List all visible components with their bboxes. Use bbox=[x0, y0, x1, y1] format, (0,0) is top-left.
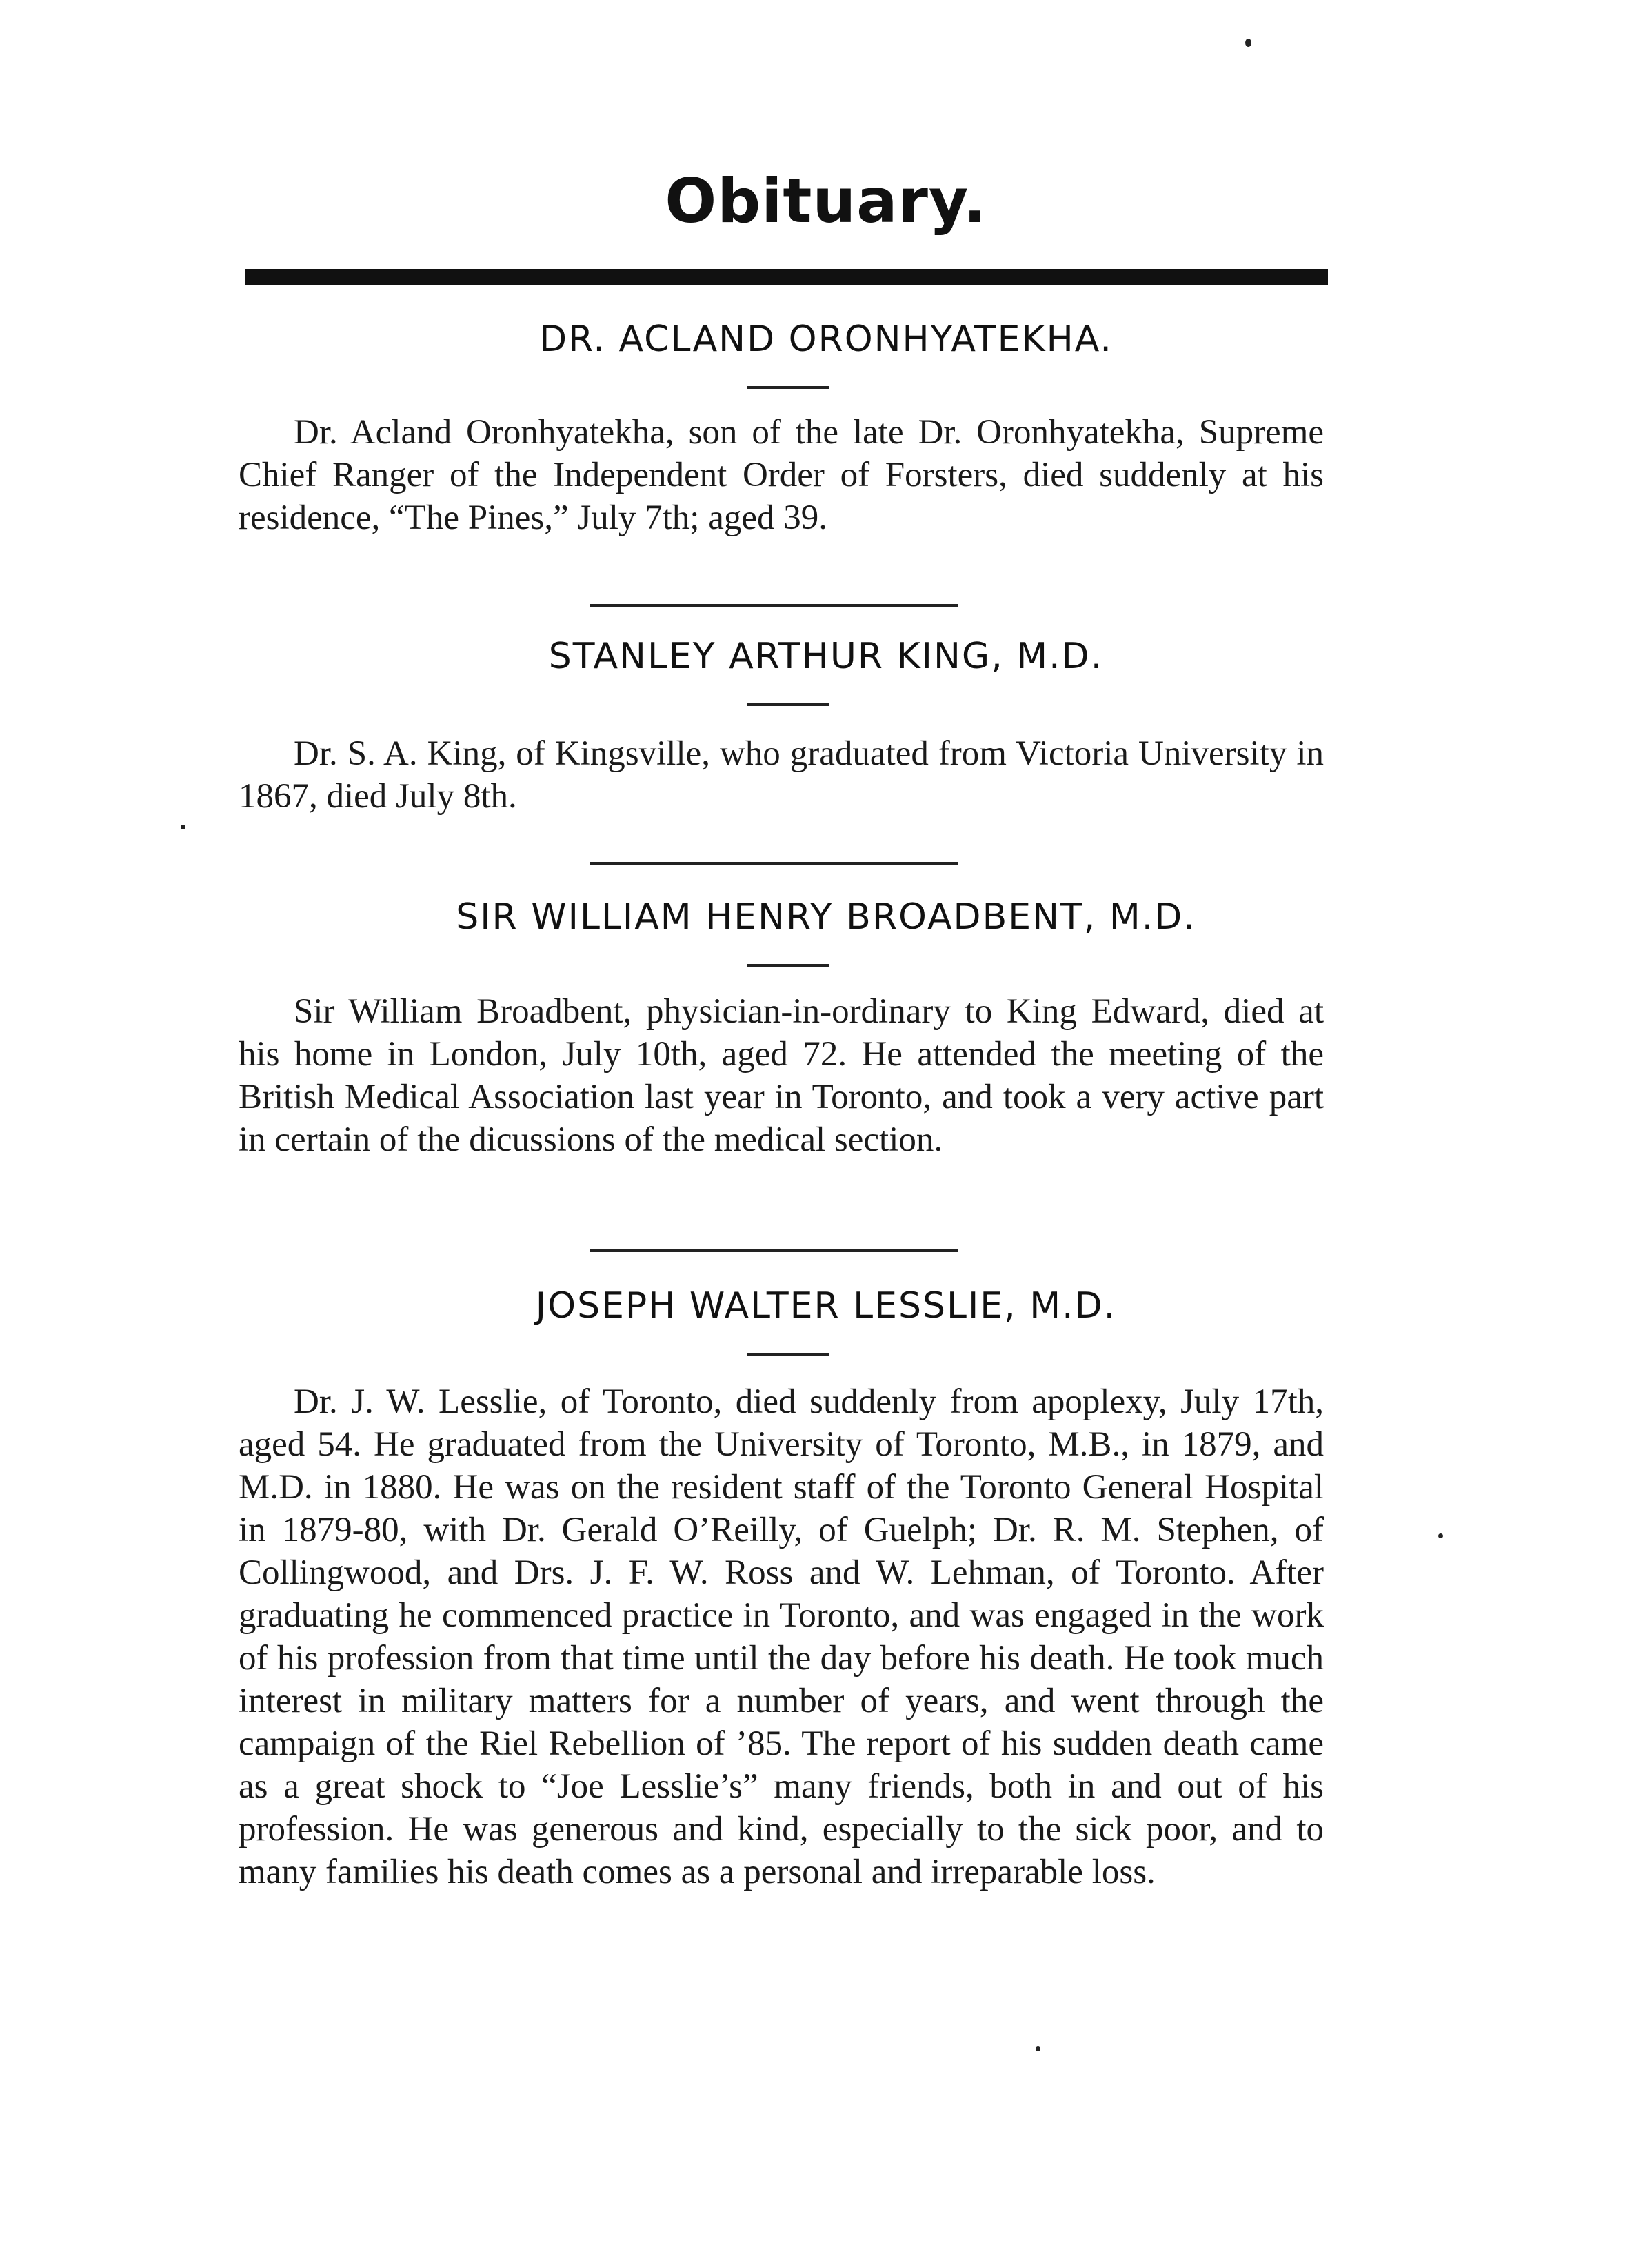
heading-divider bbox=[747, 386, 829, 389]
obituary-text: Dr. Acland Oronhyatekha, son of the late Dr. Oronhyatekha, Supreme Chief Ranger of the Independent Order of Forsters, died suddenly at his residence, “The Pines,” July 7th; aged 39. bbox=[239, 413, 1324, 537]
heading-divider bbox=[747, 964, 829, 967]
ink-speck bbox=[1438, 1533, 1443, 1538]
heading-divider bbox=[747, 1353, 829, 1356]
ink-speck bbox=[1036, 2046, 1040, 2051]
obituary-heading: STANLEY ARTHUR KING, M.D. bbox=[548, 636, 1104, 677]
section-divider bbox=[590, 1249, 958, 1252]
page-title: Obituary. bbox=[665, 165, 987, 236]
heading-divider bbox=[747, 703, 829, 706]
ink-speck bbox=[181, 825, 185, 829]
obituary-text: Dr. S. A. King, of Kingsville, who graduated from Victoria University in 1867, died July 8th. bbox=[239, 734, 1324, 816]
section-divider bbox=[590, 862, 958, 865]
obituary-text: Dr. J. W. Lesslie, of Toronto, died suddenly from apoplexy, July 17th, aged 54. He graduated from the University of Toronto, M.B., in 1879, and M.D. in 1880. He was on the resident staff of the Toronto General Hospital in 1879-80, with Dr. Gerald O’Reilly, of Guelph; Dr. R. M. Stephen, of Collingwood, and Drs. J. F. W. Ross and W. Lehman, of Toronto. After graduating he commenced practice in Toronto, and was engaged in the work of his profession from that time until the day before his death. He took much interest in military matters for a number of years, and went through the campaign of the Riel Rebellion of ’85. The report of his sudden death came as a great shock to “Joe Lesslie’s” many friends, both in and out of his profession. He was generous and kind, especially to the sick poor, and to many families his death comes as a personal and irreparable loss. bbox=[239, 1382, 1324, 1891]
ink-speck bbox=[1245, 39, 1251, 47]
obituary-heading: SIR WILLIAM HENRY BROADBENT, M.D. bbox=[456, 896, 1196, 938]
obituary-heading: DR. ACLAND ORONHYATEKHA. bbox=[539, 319, 1113, 360]
section-divider bbox=[590, 604, 958, 607]
title-rule bbox=[245, 269, 1328, 285]
obituary-heading: JOSEPH WALTER LESSLIE, M.D. bbox=[535, 1285, 1117, 1327]
obituary-text: Sir William Broadbent, physician-in-ordinary to King Edward, died at his home in London, July 10th, aged 72. He attended the meeting of the British Medical Association last year in Toronto, and took a very active part in certain of the dicussions of the medical section. bbox=[239, 992, 1324, 1159]
